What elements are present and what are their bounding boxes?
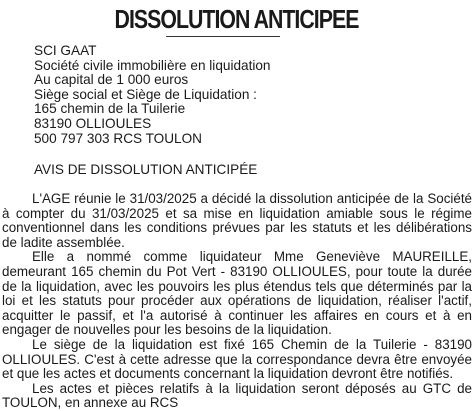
company-header xyxy=(34,44,464,146)
company-capital: Au capital de 1 000 euros xyxy=(34,72,189,88)
notice-title: DISSOLUTION ANTICIPEE xyxy=(114,4,359,34)
address-city: 83190 OLLIOULES xyxy=(34,115,152,131)
notice-subtitle: AVIS DE DISSOLUTION ANTICIPÉE xyxy=(34,162,258,177)
title-underline xyxy=(166,36,280,37)
rcs-number: 500 797 303 RCS TOULON xyxy=(34,130,203,146)
registered-office-label: Siège social et Siège de Liquidation : xyxy=(34,86,257,102)
paragraph-liquidator: Elle a nommé comme liquidateur Mme Geneviève MAUREILLE, demeurant 165 chemin du Pot Vert - 83190 OLLIOULES, pour toute la durée de la liquidation, avec les pouvoirs les plus étendus tels que déterminés par la loi et les statuts pour procéder aux opérations de liquidation, réaliser l'actif, acquitter le passif, et l'a autorisé à continuer les affaires en cours et à en engager de nouvelles pour les besoins de la liquidation. xyxy=(2,249,472,338)
company-name: SCI GAAT xyxy=(34,43,97,58)
company-type: Société civile immobilière en liquidation xyxy=(34,57,271,73)
paragraph-filing: Les actes et pièces relatifs à la liquidation seront déposés au GTC de TOULON, en annexe au RCS xyxy=(2,380,472,411)
paragraph-seat: Le siège de la liquidation est fixé 165 Chemin de la Tuilerie - 83190 OLLIOULES. C'est à cette adresse que la correspondance devra être envoyée et que les actes et documents concernant la liquidation devront être notifiés. xyxy=(2,336,472,382)
notice-body xyxy=(2,192,472,411)
paragraph-decision: L'AGE réunie le 31/03/2025 a décidé la dissolution anticipée de la Société à compter du 31/03/2025 et sa mise en liquidation amiable sous le régime conventionnel dans les conditions prévues par les statuts et les délibérations de ladite assemblée. xyxy=(2,191,472,250)
address-street: 165 chemin de la Tuilerie xyxy=(34,101,186,117)
